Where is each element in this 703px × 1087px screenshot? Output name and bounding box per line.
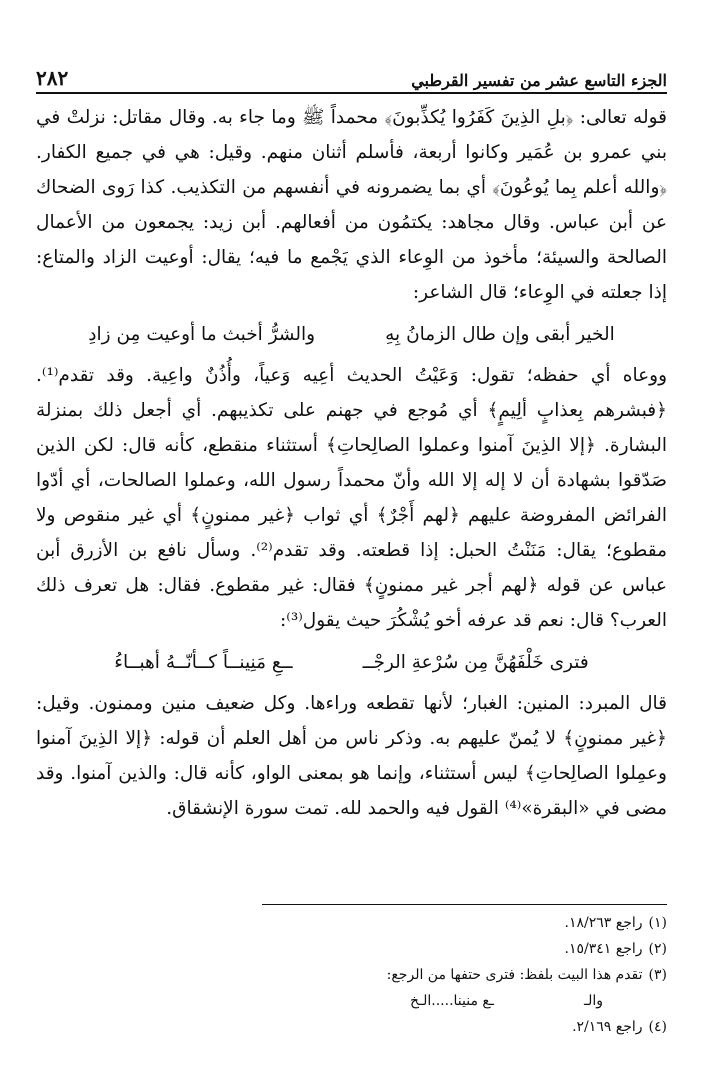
page-number: ٢٨٢	[36, 66, 69, 90]
page-header	[36, 58, 667, 90]
poetry-verse-1	[36, 318, 667, 352]
footnote-4	[36, 1014, 667, 1040]
verse-2-second-hemistich: ــعِ مَنِينــاً كــأنّــهُ أهبــاءُ	[114, 652, 293, 673]
footnote-number: (٢)	[648, 941, 667, 957]
paragraph-2: ووعاه أي حفظه؛ تقول: وَعَيْتُ الحديث أعِيه وَعياً، وأُذُنٌ واعِية. وقد تقدم⁽¹⁾. ﴿فبشرهم بِعذابٍ ألِيمٍ﴾ أي مُوجع في جهنم على تكذيبهم. أي أجعل ذلك بمنزلة البشارة. ﴿إلا الذِينَ آمنوا وعملوا الصالِحاتِ﴾ أستثناء منقطع، كأنه قال: لكن الذين صَدّقوا بشهادة أن لا إله إلا الله وأنّ محمداً رسول الله، وعملوا الصالحات، أي أدّوا الفرائض المفروضة عليهم ﴿لهم أَجْرٌ﴾ أي ثواب ﴿غير ممنونٍ﴾ أي غير منقوص ولا مقطوع؛ يقال: مَنَنْتُ الحبل: إذا قطعته. وقد تقدم⁽²⁾. وسأل نافع بن الأزرق أبن عباس عن قوله ﴿لهم أجر غير ممنونٍ﴾ فقال: غير مقطوع. فقال: هل تعرف ذلك العرب؟ قال: نعم قد عرفه أخو يُشْكُرَ حيث يقول⁽³⁾:	[36, 365, 667, 631]
verse-2-first-hemistich: فترى خَلْفَهُنَّ مِن سُرْعةِ الرجْــ	[362, 652, 589, 673]
main-text	[36, 100, 667, 826]
paragraph-3: قال المبرد: المنين: الغبار؛ لأنها تقطعه وراءها. وكل ضعيف منين وممنون. وقيل: ﴿غير ممنونٍ﴾ لا يُمنّ عليهم به. وذكر ناس من أهل العلم أن قوله: ﴿إلا الذِينَ آمنوا وعمِلوا الصالِحاتِ﴾ ليس أستثناء، وإنما هو بمعنى الواو، كأنه قال: والذين آمنوا. وقد مضى في «البقرة»⁽⁴⁾ القول فيه والحمد لله. تمت سورة الإنشقاق.	[36, 693, 667, 819]
footnote-verse-first: والـ	[583, 993, 603, 1009]
footnote-1	[36, 910, 667, 936]
verse-1-second-hemistich: والشرُّ أخبث ما أوعيت مِن زادِ	[88, 324, 316, 345]
poetry-verse-2	[36, 646, 667, 680]
footnote-number: (٤)	[648, 1019, 667, 1035]
footnote-text: راجع ٢/١٦٩.	[572, 1019, 643, 1035]
footnote-number: (١)	[648, 915, 667, 931]
footnote-3-verse	[36, 988, 667, 1014]
verse-1-first-hemistich: الخير أبقى وإن طال الزمانُ بِهِ	[385, 324, 615, 345]
footnote-text: تقدم هذا البيت بلفظ: فترى حتفها من الرجع:	[386, 967, 643, 983]
footnote-text: راجع ١٥/٣٤١.	[564, 941, 643, 957]
header-divider	[36, 92, 667, 94]
paragraph-1: قوله تعالى: ﴿بلِ الذِينَ كَفَرُوا يُكذِّبونَ﴾ محمداً ﷺ وما جاء به. وقال مقاتل: نزلتْ في بني عمرو بن عُمَير وكانوا أربعة، فأسلم أثنان منهم. وقيل: هي في جميع الكفار. ﴿والله أعلم بِما يُوعُونَ﴾ أي بما يضمرونه في أنفسهم من التكذيب. كذا رَوى الضحاك عن أبن عباس. وقال مجاهد: يكتمُون من أفعالهم. أبن زيد: يجمعون من الأعمال الصالحة والسيئة؛ مأخوذ من الوِعاء الذي يَجْمع ما فيه؛ يقال: أوعيت الزاد والمتاع: إذا جعلته في الوِعاء؛ قال الشاعر:	[36, 107, 667, 303]
footnote-divider	[262, 904, 667, 905]
footnote-number: (٣)	[648, 967, 667, 983]
footnote-text: راجع ١٨/٢٦٣.	[564, 915, 643, 931]
footnote-verse-second: ـع منينا.....الـخ	[409, 993, 494, 1009]
running-title: الجزء التاسع عشر من تفسير القرطبي	[411, 71, 667, 90]
footnote-3	[36, 962, 667, 988]
footnote-2	[36, 936, 667, 962]
footnotes	[36, 910, 667, 1040]
